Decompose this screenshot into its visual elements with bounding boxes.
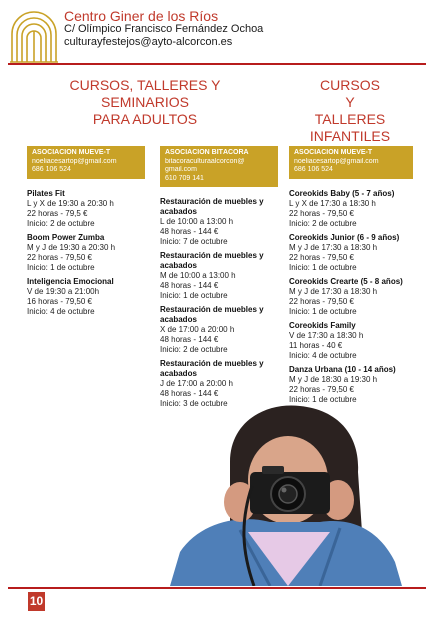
course-title: Coreokids Junior (6 - 9 años) — [289, 232, 400, 242]
course-title: Restauración de muebles y acabados — [160, 359, 264, 378]
course-schedule: J de 17:00 a 20:00 h — [160, 379, 233, 388]
course-price: 22 horas - 79,50 € — [289, 384, 354, 394]
course-price: 22 horas - 79,5 € — [27, 208, 88, 218]
course-price: 22 horas - 79,50 € — [27, 252, 92, 262]
course-price: 22 horas - 79,50 € — [289, 208, 354, 218]
course-price: 22 horas - 79,50 € — [289, 296, 354, 306]
email-address: culturayfestejos@ayto-alcorcon.es — [64, 36, 233, 48]
course-title: Restauración de muebles y acabados — [160, 251, 264, 270]
course-start: Inicio: 2 de octubre — [160, 345, 228, 354]
course-item — [289, 233, 413, 273]
course-item — [289, 321, 413, 361]
course-schedule: L de 10:00 a 13:00 h — [160, 217, 234, 226]
association-header — [27, 146, 145, 179]
course-price: 48 horas - 144 € — [160, 389, 219, 398]
association-email: bitacoraculturaalcorcon@ — [165, 157, 245, 165]
association-name: ASOCIACIÓN MUEVE-T — [294, 149, 373, 156]
column-bitacora — [160, 146, 278, 409]
course-price: 22 horas - 79,50 € — [289, 252, 354, 262]
column-mueve-t-kids — [289, 146, 413, 405]
course-start: Inicio: 3 de octubre — [160, 399, 228, 408]
course-schedule: M y J de 17:30 a 18:30 h — [289, 242, 378, 252]
course-price: 48 horas - 144 € — [160, 227, 219, 236]
course-start: Inicio: 4 de octubre — [27, 306, 95, 316]
course-price: 48 horas - 144 € — [160, 281, 219, 290]
course-schedule: V de 19:30 a 21:00h — [27, 286, 100, 296]
adults-section-title: CURSOS, TALLERES Y SEMINARIOS PARA ADULTOS — [69, 77, 221, 127]
org-name: Centro Giner de los Ríos — [64, 8, 219, 24]
course-price: 16 horas - 79,50 € — [27, 296, 92, 306]
course-start: Inicio: 4 de octubre — [289, 350, 357, 360]
course-item — [289, 189, 413, 229]
header-divider — [8, 63, 426, 65]
course-title: Danza Urbana (10 - 14 años) — [289, 364, 396, 374]
course-item — [160, 251, 278, 301]
footer-divider — [8, 587, 426, 589]
course-start: Inicio: 1 de octubre — [160, 291, 228, 300]
association-phone: 686 106 524 — [32, 166, 71, 173]
course-start: Inicio: 1 de octubre — [27, 262, 95, 272]
association-email: noeliacesartop@gmail.com — [294, 157, 379, 165]
course-title: Restauración de muebles y acabados — [160, 197, 264, 216]
course-item — [289, 277, 413, 317]
course-title: Inteligencia Emocional — [27, 276, 114, 286]
association-name: ASOCIACIÓN BITÁCORA — [165, 149, 249, 156]
photographer-photo — [170, 402, 402, 586]
course-item — [160, 197, 278, 247]
course-title: Coreokids Crearte (5 - 8 años) — [289, 276, 403, 286]
page-number: 10 — [28, 592, 45, 611]
course-title: Coreokids Family — [289, 320, 356, 330]
address: C/ Olímpico Francisco Fernández Ochoa — [64, 23, 264, 35]
course-start: Inicio: 1 de octubre — [289, 394, 357, 404]
course-start: Inicio: 2 de octubre — [289, 218, 357, 228]
arch-logo-icon — [8, 8, 60, 64]
course-schedule: X de 17:00 a 20:00 h — [160, 325, 235, 334]
course-title: Coreokids Baby (5 - 7 años) — [289, 188, 395, 198]
course-start: Inicio: 1 de octubre — [289, 306, 357, 316]
association-email-domain: gmail.com — [165, 166, 197, 173]
association-name: ASOCIACIÓN MUEVE-T — [32, 149, 111, 156]
course-start: Inicio: 1 de octubre — [289, 262, 357, 272]
course-item — [27, 189, 145, 229]
course-item — [289, 365, 413, 405]
association-phone: 610 709 141 — [165, 174, 204, 182]
course-start: Inicio: 2 de octubre — [27, 218, 95, 228]
course-schedule: M y J de 17:30 a 18:30 h — [289, 286, 378, 296]
association-phone: 686 106 524 — [294, 166, 333, 173]
course-item — [27, 233, 145, 273]
course-schedule: M de 10:00 a 13:00 h — [160, 271, 236, 280]
association-header — [160, 146, 278, 187]
course-schedule: M y J de 19:30 a 20:30 h — [27, 242, 116, 252]
course-schedule: L y X de 17:30 a 18:30 h — [289, 198, 376, 208]
kids-section-title: CURSOS Y TALLERES INFANTILES — [309, 77, 391, 144]
course-schedule: L y X de 19:30 a 20:30 h — [27, 198, 114, 208]
association-email: noeliacesartop@gmail.com — [32, 157, 117, 165]
course-title: Pilates Fit — [27, 188, 65, 198]
course-price: 11 horas - 40 € — [289, 340, 343, 350]
course-price: 48 horas - 144 € — [160, 335, 219, 344]
course-item — [160, 305, 278, 355]
course-schedule: M y J de 18:30 a 19:30 h — [289, 374, 378, 384]
course-start: Inicio: 7 de octubre — [160, 237, 228, 246]
course-title: Boom Power Zumba — [27, 232, 105, 242]
association-header — [289, 146, 413, 179]
course-item — [27, 277, 145, 317]
course-title: Restauración de muebles y acabados — [160, 305, 264, 324]
column-mueve-t-adults — [27, 146, 145, 317]
course-schedule: V de 17:30 a 18:30 h — [289, 330, 364, 340]
